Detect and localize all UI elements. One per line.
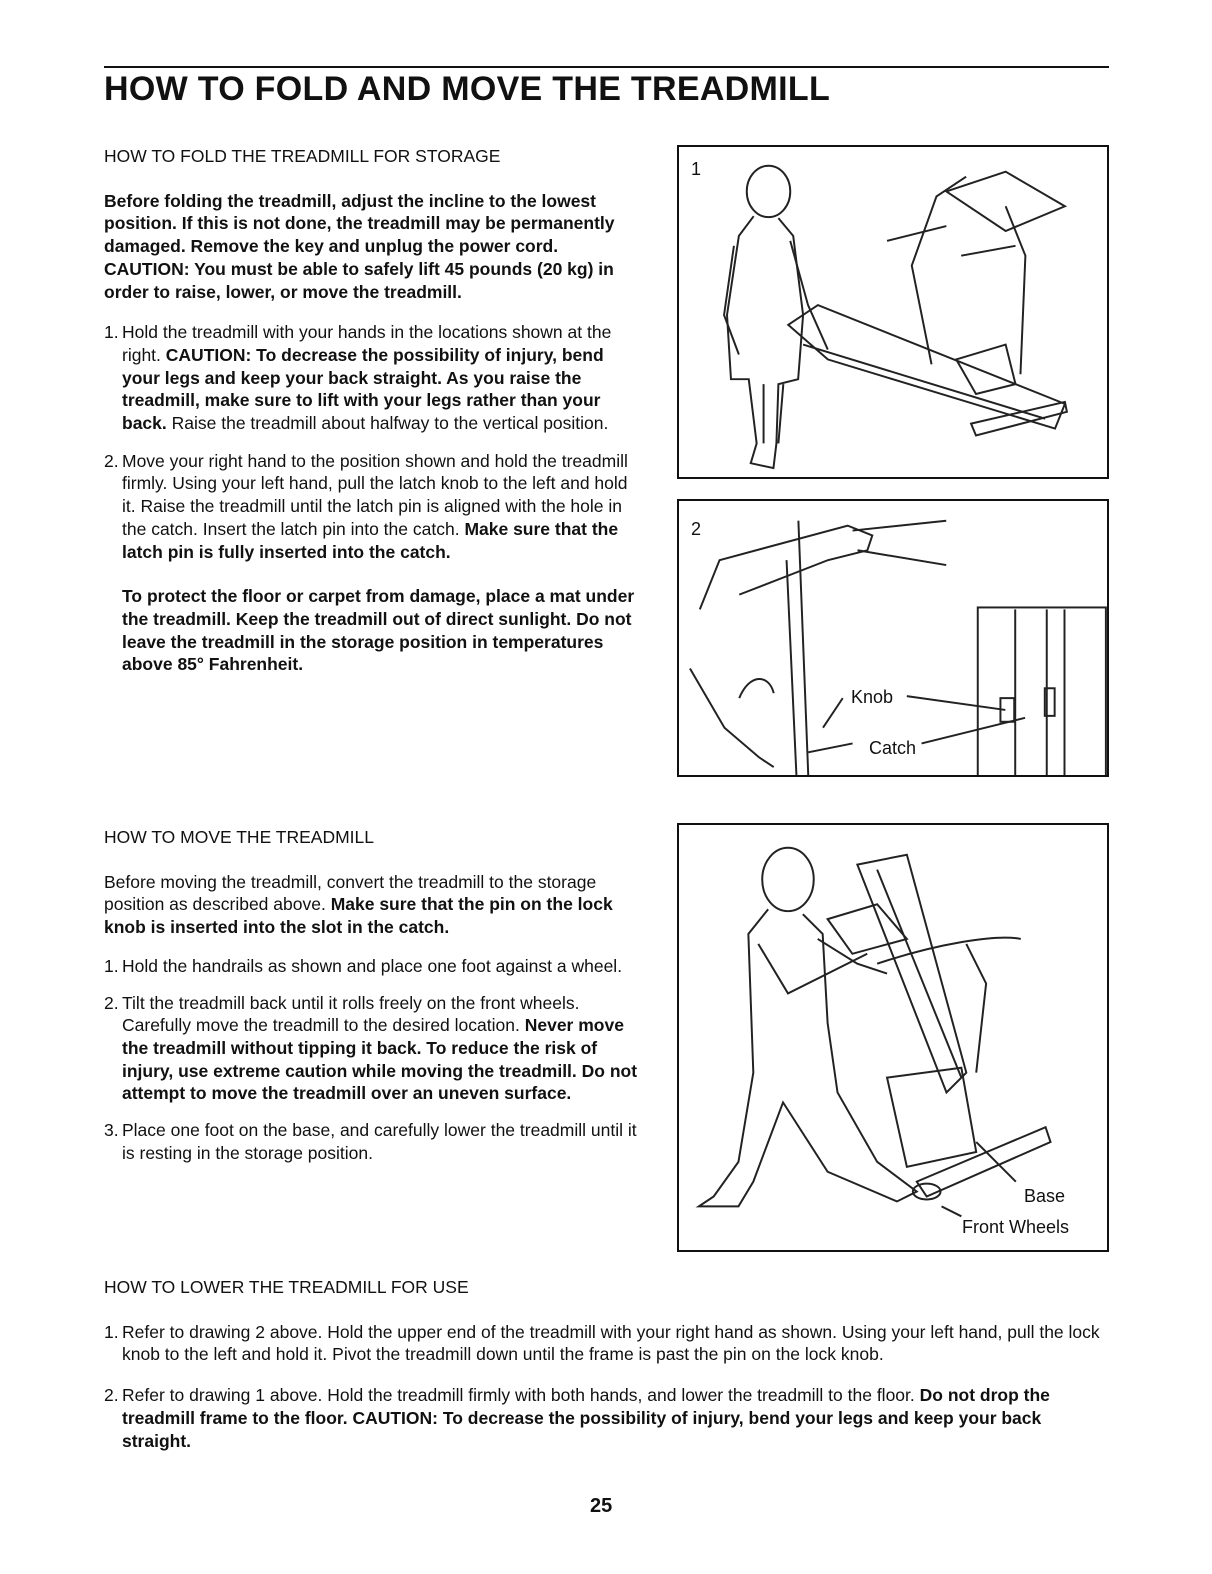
fold-warning: Before folding the treadmill, adjust the incline to the lowest position. If this is not done, the treadmill may be permanently damaged. Remove the key and unplug the power cord. CAUTION: You must be able to safely lift 45 pounds (20 kg) in order to raise, lower, or move the treadmill. xyxy=(104,190,615,302)
list-item xyxy=(104,992,644,1106)
lower-section xyxy=(104,1276,1114,1452)
fold-steps xyxy=(104,321,644,563)
figure-number: 2 xyxy=(691,519,702,539)
page-title: HOW TO FOLD AND MOVE THE TREADMILL xyxy=(104,70,831,108)
figure-2 xyxy=(677,499,1109,777)
fold-section xyxy=(104,145,644,676)
step-text: Refer to drawing 2 above. Hold the upper end of the treadmill with your right hand as shown. Using your left hand, pull the lock knob to the left and hold it. Pivot the treadmill down until the frame is past the pin on the lock knob. xyxy=(122,1321,1100,1365)
move-intro xyxy=(104,871,644,939)
front-wheels-label: Front Wheels xyxy=(962,1217,1070,1237)
lower-heading: HOW TO LOWER THE TREADMILL FOR USE xyxy=(104,1277,469,1297)
page-number: 25 xyxy=(590,1495,613,1517)
list-item xyxy=(104,1119,644,1164)
step-caution: Never move the treadmill without tipping it back. To reduce the risk of injury, use extreme caution while moving the treadmill. Do not attempt to move the treadmill over an uneven surface. xyxy=(122,1015,638,1104)
step-number: 3. xyxy=(104,1120,119,1141)
lift-treadmill-illustration xyxy=(679,147,1107,477)
knob-label: Knob xyxy=(851,687,894,707)
list-item xyxy=(104,1321,1114,1366)
step-number: 1. xyxy=(104,955,119,976)
list-item xyxy=(104,955,644,978)
latch-illustration xyxy=(679,501,1107,775)
protect-note: To protect the floor or carpet from damage, place a mat under the treadmill. Keep the treadmill out of direct sunlight. Do not leave the treadmill in the storage position in temperatures above 85° Fahrenheit. xyxy=(122,586,635,675)
step-number: 1. xyxy=(104,322,119,343)
list-item xyxy=(104,321,644,435)
step-text: Hold the treadmill with your hands in the locations shown at the right. xyxy=(122,322,612,365)
step-caution: CAUTION: To decrease the possibility of injury, bend your legs and keep your back straight. As you raise the treadmill, make sure to lift with your legs rather than your back. xyxy=(122,344,604,434)
move-heading: HOW TO MOVE THE TREADMILL xyxy=(104,827,375,847)
fold-heading: HOW TO FOLD THE TREADMILL FOR STORAGE xyxy=(104,146,501,166)
move-section xyxy=(104,826,644,1164)
step-text-end: Raise the treadmill about halfway to the vertical position. xyxy=(171,413,609,434)
step-number: 2. xyxy=(104,450,119,471)
step-text: Tilt the treadmill back until it rolls freely on the front wheels. Carefully move the treadmill to the desired location. xyxy=(122,992,580,1036)
step-text: Refer to drawing 1 above. Hold the treadmill firmly with both hands, and lower the treadmill to the floor. xyxy=(122,1385,915,1406)
step-text: Place one foot on the base, and carefully lower the treadmill until it is resting in the storage position. xyxy=(122,1120,637,1163)
title-rule xyxy=(104,66,1109,68)
step-number: 2. xyxy=(104,1385,119,1406)
base-label: Base xyxy=(1024,1186,1066,1206)
figure-3 xyxy=(677,823,1109,1252)
step-text: Move your right hand to the position shown and hold the treadmill firmly. Using your left hand, pull the latch knob to the left and hold it. Raise the treadmill until the latch pin is aligned with the hole in the catch. Insert the latch pin into the catch. xyxy=(122,450,628,539)
list-item xyxy=(104,450,644,564)
lower-steps xyxy=(104,1321,1114,1453)
step-caution: Make sure that the latch pin is fully inserted into the catch. xyxy=(122,518,619,562)
move-intro-text: Before moving the treadmill, convert the treadmill to the storage position as described above. xyxy=(104,871,597,915)
figure-number: 1 xyxy=(691,159,702,179)
step-number: 2. xyxy=(104,992,119,1013)
step-text: Hold the handrails as shown and place one foot against a wheel. xyxy=(122,955,623,976)
list-item xyxy=(104,1384,1114,1452)
figure-1 xyxy=(677,145,1109,479)
move-steps xyxy=(104,955,644,1165)
step-caution: Do not drop the treadmill frame to the floor. CAUTION: To decrease the possibility of injury, bend your legs and keep your back straight. xyxy=(122,1385,1050,1451)
catch-label: Catch xyxy=(869,738,917,758)
step-number: 1. xyxy=(104,1321,119,1342)
move-intro-caution: Make sure that the pin on the lock knob is inserted into the slot in the catch. xyxy=(104,894,613,938)
